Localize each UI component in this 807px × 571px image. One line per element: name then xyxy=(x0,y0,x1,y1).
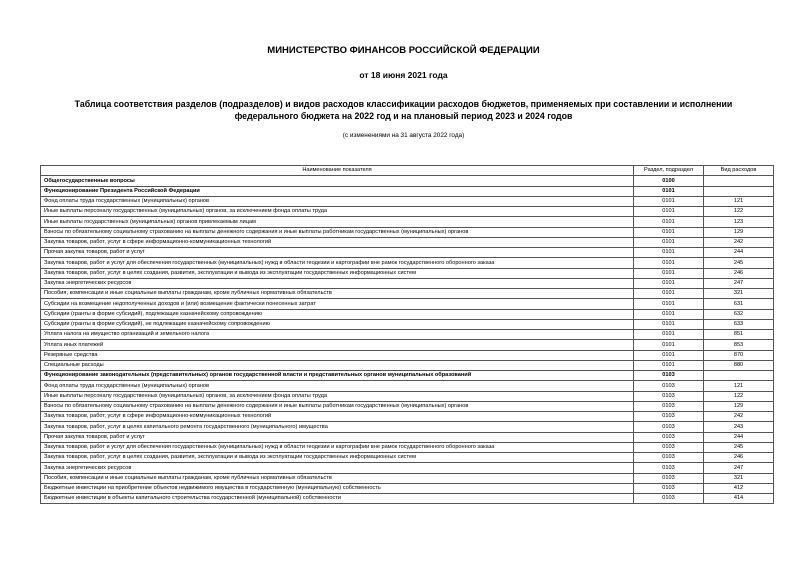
cell-expense-type: 246 xyxy=(704,268,774,278)
cell-name: Уплата налога на имущество организаций и земельного налога xyxy=(41,330,634,340)
cell-expense-type: 632 xyxy=(704,309,774,319)
cell-section: 0101 xyxy=(634,360,704,370)
cell-section: 0103 xyxy=(634,391,704,401)
cell-section: 0101 xyxy=(634,258,704,268)
cell-name: Пособия, компенсации и иные социальные выплаты гражданам, кроме публичных нормативных обязательств xyxy=(41,473,634,483)
cell-expense-type: 245 xyxy=(704,258,774,268)
cell-section: 0103 xyxy=(634,371,704,381)
cell-expense-type xyxy=(704,186,774,196)
cell-name: Закупка энергетических ресурсов xyxy=(41,278,634,288)
table-row xyxy=(41,227,774,237)
cell-expense-type: 247 xyxy=(704,278,774,288)
table-row xyxy=(41,412,774,422)
cell-name: Закупка товаров, работ, услуг в целях создания, развития, эксплуатации и вывода из эксплуатации государственных информационных систем xyxy=(41,268,634,278)
table-row xyxy=(41,483,774,493)
document-title: Таблица соответствия разделов (подразделов) и видов расходов классификации расходов бюджетов, применяемых при составлении и исполнении федерального бюджета на 2022 год и на плановый период 2023 и 2024 годов xyxy=(74,99,733,121)
cell-name: Функционирование Президента Российской Федерации xyxy=(41,186,634,196)
cell-name: Закупка товаров, работ, услуг в целях создания, развития, эксплуатации и вывода из эксплуатации государственных информационных систем xyxy=(41,453,634,463)
cell-expense-type: 880 xyxy=(704,360,774,370)
cell-name: Фонд оплаты труда государственных (муниципальных) органов xyxy=(41,381,634,391)
cell-expense-type: 242 xyxy=(704,237,774,247)
table-row xyxy=(41,463,774,473)
cell-name: Иные выплаты персоналу государственных (муниципальных) органов, за исключением фонда оплаты труда xyxy=(41,391,634,401)
table-row xyxy=(41,309,774,319)
table-row xyxy=(41,289,774,299)
cell-section: 0101 xyxy=(634,186,704,196)
cell-name: Закупка товаров, работ и услуг для обеспечения государственных (муниципальных) нужд в области геодезии и картографии вне рамок государственного оборонного заказа xyxy=(41,258,634,268)
cell-name: Взносы по обязательному социальному страхованию на выплаты денежного содержания и иные выплаты работникам государственных (муниципальных) органов xyxy=(41,227,634,237)
table-row xyxy=(41,196,774,206)
table-row xyxy=(41,371,774,381)
table-row xyxy=(41,268,774,278)
ministry-heading: МИНИСТЕРСТВО ФИНАНСОВ РОССИЙСКОЙ ФЕДЕРАЦИИ xyxy=(267,45,540,56)
table-row xyxy=(41,360,774,370)
cell-name: Закупка товаров, работ, услуг в сфере информационно-коммуникационных технологий xyxy=(41,237,634,247)
cell-name: Специальные расходы xyxy=(41,360,634,370)
table-row xyxy=(41,258,774,268)
cell-name: Фонд оплаты труда государственных (муниципальных) органов xyxy=(41,196,634,206)
cell-name: Закупка энергетических ресурсов xyxy=(41,463,634,473)
cell-expense-type: 122 xyxy=(704,207,774,217)
cell-section: 0103 xyxy=(634,483,704,493)
cell-section: 0101 xyxy=(634,309,704,319)
cell-name: Субсидии на возмещение недополученных доходов и (или) возмещение фактически понесенных затрат xyxy=(41,299,634,309)
table-row xyxy=(41,176,774,186)
table-row xyxy=(41,299,774,309)
cell-section: 0101 xyxy=(634,237,704,247)
table-row xyxy=(41,391,774,401)
column-header-name: Наименование показателя xyxy=(41,166,634,176)
table-row xyxy=(41,340,774,350)
cell-expense-type: 129 xyxy=(704,227,774,237)
cell-name: Субсидии (гранты в форме субсидий), не подлежащие казначейскому сопровождению xyxy=(41,319,634,329)
cell-expense-type: 853 xyxy=(704,340,774,350)
cell-name: Иные выплаты персоналу государственных (муниципальных) органов, за исключением фонда оплаты труда xyxy=(41,207,634,217)
cell-section: 0101 xyxy=(634,330,704,340)
cell-section: 0101 xyxy=(634,350,704,360)
cell-name: Закупка товаров, работ, услуг в сфере информационно-коммуникационных технологий xyxy=(41,412,634,422)
cell-section: 0101 xyxy=(634,289,704,299)
table-row xyxy=(41,350,774,360)
cell-section: 0103 xyxy=(634,473,704,483)
cell-section: 0103 xyxy=(634,463,704,473)
cell-expense-type xyxy=(704,176,774,186)
cell-expense-type: 121 xyxy=(704,381,774,391)
table-row xyxy=(41,422,774,432)
table-row xyxy=(41,330,774,340)
cell-expense-type xyxy=(704,371,774,381)
cell-expense-type: 123 xyxy=(704,217,774,227)
table-row xyxy=(41,381,774,391)
cell-name: Прочая закупка товаров, работ и услуг xyxy=(41,432,634,442)
cell-expense-type: 121 xyxy=(704,196,774,206)
table-row xyxy=(41,319,774,329)
cell-expense-type: 243 xyxy=(704,422,774,432)
cell-expense-type: 412 xyxy=(704,483,774,493)
cell-section: 0101 xyxy=(634,268,704,278)
cell-name: Функционирование законодательных (представительных) органов государственной власти и представительных органов муниципальных образований xyxy=(41,371,634,381)
cell-expense-type: 242 xyxy=(704,412,774,422)
cell-name: Общегосударственные вопросы xyxy=(41,176,634,186)
cell-section: 0103 xyxy=(634,422,704,432)
table-row xyxy=(41,207,774,217)
cell-section: 0101 xyxy=(634,196,704,206)
cell-expense-type: 633 xyxy=(704,319,774,329)
cell-name: Закупка товаров, работ и услуг для обеспечения государственных (муниципальных) нужд в области геодезии и картографии вне рамок государственного оборонного заказа xyxy=(41,442,634,452)
cell-section: 0103 xyxy=(634,381,704,391)
cell-name: Пособия, компенсации и иные социальные выплаты гражданам, кроме публичных нормативных обязательств xyxy=(41,289,634,299)
table-row xyxy=(41,401,774,411)
cell-expense-type: 246 xyxy=(704,453,774,463)
cell-expense-type: 851 xyxy=(704,330,774,340)
cell-name: Закупка товаров, работ, услуг в целях капитального ремонта государственного (муниципального) имущества xyxy=(41,422,634,432)
table-row xyxy=(41,453,774,463)
cell-section: 0103 xyxy=(634,442,704,452)
cell-name: Прочая закупка товаров, работ и услуг xyxy=(41,248,634,258)
table-row xyxy=(41,473,774,483)
table-header-row xyxy=(41,166,774,176)
cell-expense-type: 321 xyxy=(704,289,774,299)
cell-expense-type: 245 xyxy=(704,442,774,452)
amendment-note: (с изменениями на 31 августа 2022 года) xyxy=(342,132,465,139)
table-row xyxy=(41,442,774,452)
table-row xyxy=(41,217,774,227)
cell-section: 0101 xyxy=(634,207,704,217)
cell-name: Уплата иных платежей xyxy=(41,340,634,350)
table-row xyxy=(41,432,774,442)
cell-name: Субсидии (гранты в форме субсидий), подлежащие казначейскому сопровождению xyxy=(41,309,634,319)
classification-table xyxy=(40,165,774,504)
cell-expense-type: 321 xyxy=(704,473,774,483)
cell-section: 0101 xyxy=(634,299,704,309)
column-header-expense-type: Вид расходов xyxy=(704,166,774,176)
cell-section: 0101 xyxy=(634,248,704,258)
cell-expense-type: 244 xyxy=(704,248,774,258)
cell-section: 0103 xyxy=(634,432,704,442)
cell-section: 0101 xyxy=(634,278,704,288)
cell-name: Бюджетные инвестиции в объекты капитального строительства государственной (муниципальной) собственности xyxy=(41,494,634,504)
cell-expense-type: 122 xyxy=(704,391,774,401)
cell-expense-type: 870 xyxy=(704,350,774,360)
cell-section: 0101 xyxy=(634,227,704,237)
table-row xyxy=(41,186,774,196)
cell-expense-type: 414 xyxy=(704,494,774,504)
cell-expense-type: 631 xyxy=(704,299,774,309)
cell-section: 0101 xyxy=(634,217,704,227)
cell-section: 0103 xyxy=(634,453,704,463)
cell-section: 0101 xyxy=(634,319,704,329)
cell-section: 0100 xyxy=(634,176,704,186)
table-row xyxy=(41,278,774,288)
cell-expense-type: 129 xyxy=(704,401,774,411)
table-row xyxy=(41,248,774,258)
cell-section: 0101 xyxy=(634,340,704,350)
cell-name: Иные выплаты государственных (муниципальных) органов привлекаемым лицам xyxy=(41,217,634,227)
cell-name: Резервные средства xyxy=(41,350,634,360)
cell-name: Бюджетные инвестиции на приобретение объектов недвижимого имущества в государственную (муниципальную) собственность xyxy=(41,483,634,493)
table-row xyxy=(41,237,774,247)
cell-section: 0103 xyxy=(634,494,704,504)
cell-name: Взносы по обязательному социальному страхованию на выплаты денежного содержания и иные выплаты работникам государственных (муниципальных) органов xyxy=(41,401,634,411)
column-header-section: Раздел, подраздел xyxy=(634,166,704,176)
document-date: от 18 июня 2021 года xyxy=(359,70,448,80)
cell-section: 0103 xyxy=(634,401,704,411)
cell-expense-type: 244 xyxy=(704,432,774,442)
cell-expense-type: 247 xyxy=(704,463,774,473)
table-row xyxy=(41,494,774,504)
table-body xyxy=(41,176,774,504)
cell-section: 0103 xyxy=(634,412,704,422)
